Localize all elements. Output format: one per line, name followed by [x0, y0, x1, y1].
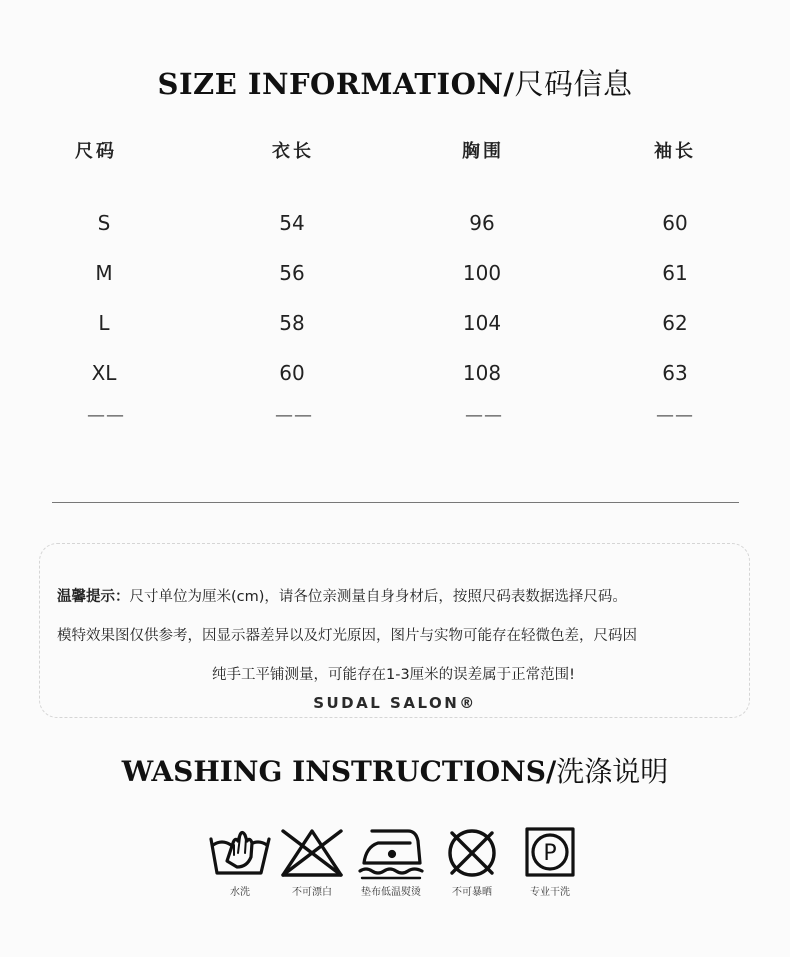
svg-text:P: P [543, 841, 557, 866]
header-size: 尺码 [75, 141, 117, 162]
table-cell: 54 [279, 211, 305, 235]
table-cell: 96 [469, 211, 495, 235]
table-cell: 104 [462, 311, 502, 335]
no-bleach-label: 不可漂白 [292, 887, 332, 898]
hand-wash-label: 水洗 [230, 887, 250, 898]
hand-wash-icon [207, 823, 273, 883]
note-line-2: 模特效果图仅供参考，因显示器差异以及灯光原因，图片与实物可能存在轻微色差，尺码因 [57, 628, 637, 644]
table-cell: L [98, 311, 110, 335]
table-cell: 56 [279, 261, 305, 285]
no-sun-dry-icon [439, 823, 505, 883]
header-length: 衣长 [272, 141, 314, 162]
dry-clean-icon [517, 823, 583, 883]
table-cell: M [95, 261, 113, 285]
washing-title-cn: 洗涤说明 [556, 755, 669, 788]
header-chest: 胸围 [462, 141, 504, 162]
table-cell: 58 [279, 311, 305, 335]
note-label: 温馨提示： [57, 589, 130, 605]
table-cell: 62 [662, 311, 688, 335]
washing-title [0, 750, 790, 790]
table-cell: S [97, 211, 111, 235]
washing-title-en: WASHING INSTRUCTIONS/ [121, 755, 557, 788]
table-cell: 63 [662, 361, 688, 385]
table-cell: 108 [462, 361, 502, 385]
table-cell-dash: —— [275, 405, 313, 426]
no-bleach-icon [279, 823, 345, 883]
section-divider [52, 502, 739, 503]
header-sleeve: 袖长 [654, 141, 696, 162]
table-cell-dash: —— [465, 405, 503, 426]
brand-logo: SUDAL SALON® [313, 694, 477, 712]
note-text-1: 尺寸单位为厘米(cm)，请各位亲测量自身身材后，按照尺码表数据选择尺码。 [129, 589, 627, 605]
table-cell: 60 [279, 361, 305, 385]
dry-clean-label: 专业干洗 [530, 887, 570, 898]
size-info-title-en: SIZE INFORMATION/ [157, 67, 515, 101]
table-cell: 61 [662, 261, 688, 285]
size-info-title [0, 62, 790, 103]
no-sun-dry-label: 不可暴晒 [452, 887, 492, 898]
table-cell-dash: —— [87, 405, 125, 426]
table-cell: 100 [462, 261, 502, 285]
note-line-1 [57, 585, 757, 606]
table-cell: XL [91, 361, 117, 385]
table-cell-dash: —— [656, 405, 694, 426]
low-iron-icon [358, 823, 424, 883]
note-line-3: 纯手工平铺测量，可能存在1-3厘米的误差属于正常范围! [212, 667, 575, 683]
low-iron-label: 垫布低温熨烫 [361, 887, 421, 898]
size-info-title-cn: 尺码信息 [514, 67, 633, 101]
table-cell: 60 [662, 211, 688, 235]
